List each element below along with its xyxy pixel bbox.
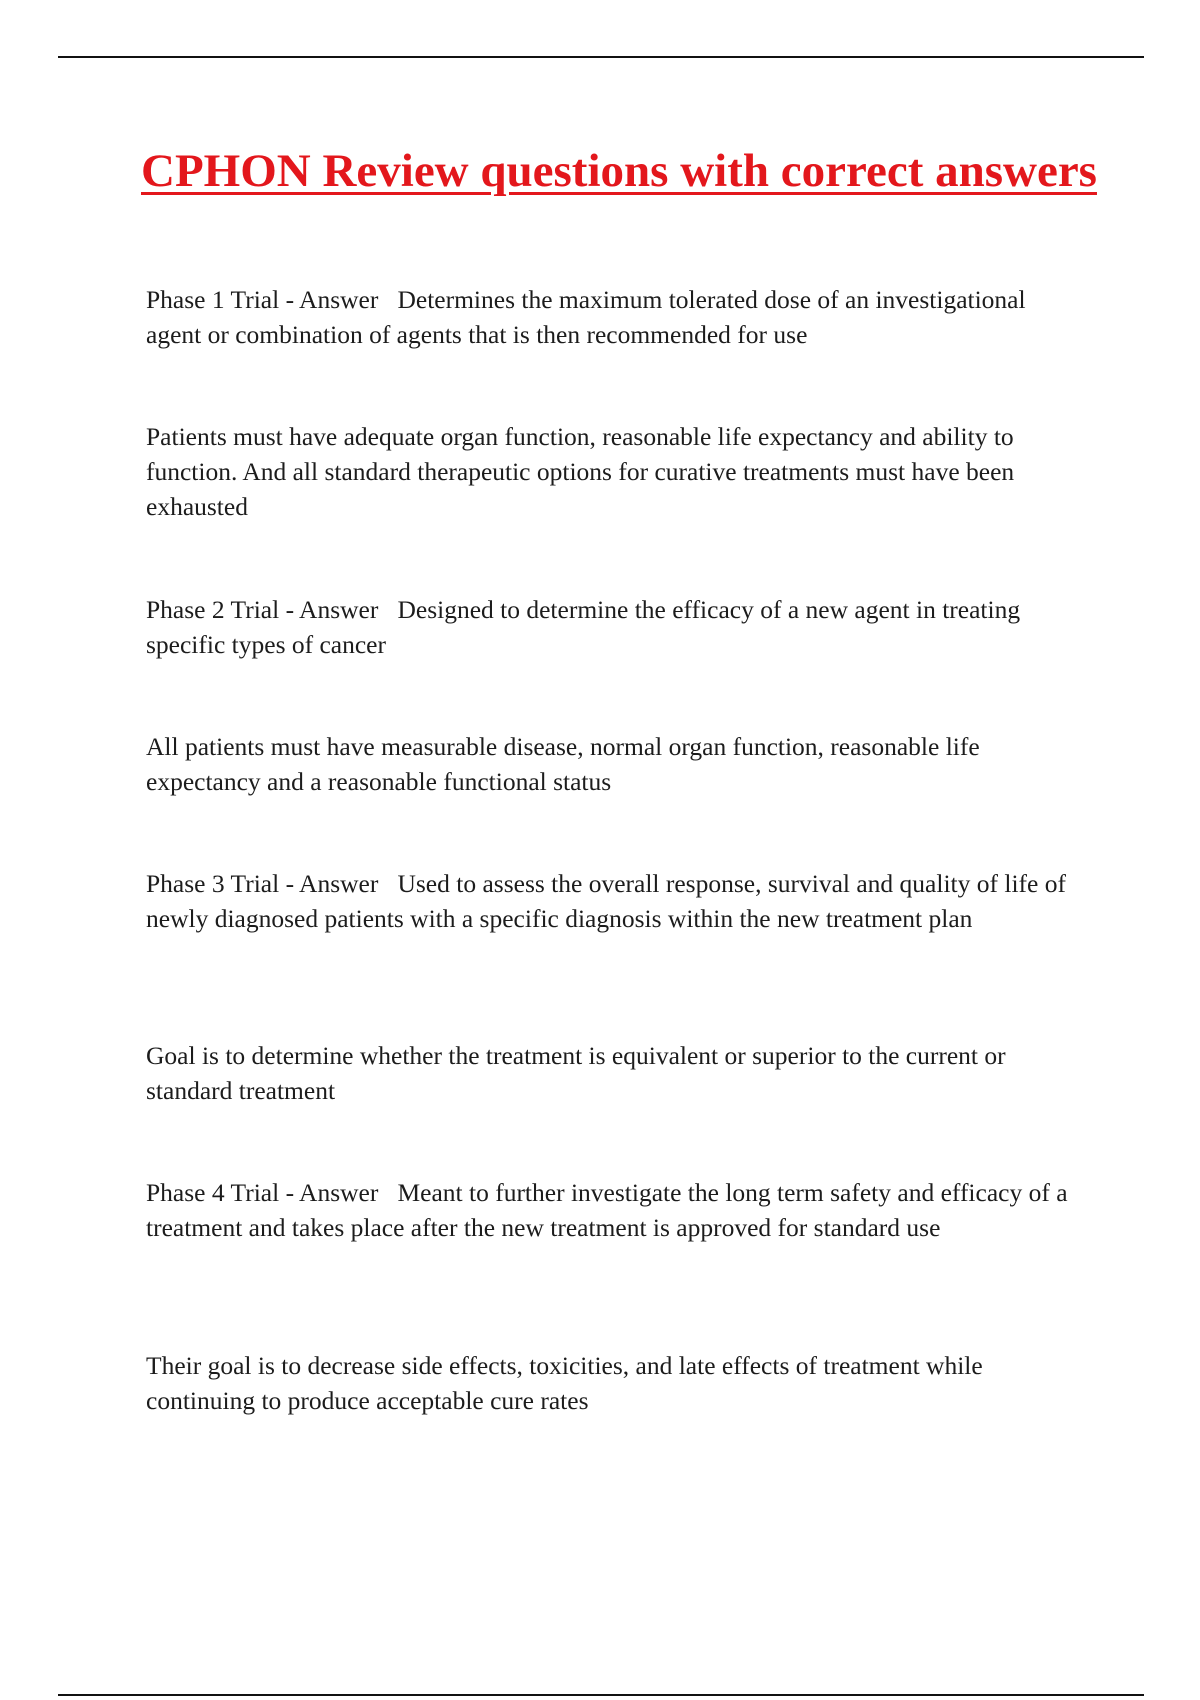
- entry-phase-3-goal: Goal is to determine whether the treatment is equivalent or superior to the current or standard treatment: [146, 1041, 1013, 1105]
- entry-phase-4: [146, 1175, 1086, 1245]
- entry-term: Phase 2 Trial - Answer: [146, 595, 379, 624]
- top-divider: [58, 56, 1144, 58]
- document-title: CPHON Review questions with correct answers: [141, 145, 1097, 197]
- entry-answer: Meant to further investigate the long term safety and efficacy of a treatment and takes place after the new treatment is approved for standard use: [146, 1178, 1074, 1242]
- entry-term: Phase 4 Trial - Answer: [146, 1178, 379, 1207]
- entry-term: Phase 3 Trial - Answer: [146, 869, 379, 898]
- entry-term: Phase 1 Trial - Answer: [146, 285, 379, 314]
- entry-phase-2-criteria: All patients must have measurable disease, normal organ function, reasonable life expectancy and a reasonable functional status: [146, 732, 987, 796]
- entry-answer: Designed to determine the efficacy of a new agent in treating specific types of cancer: [146, 595, 1027, 659]
- entry-phase-1-criteria: Patients must have adequate organ function, reasonable life expectancy and ability to function. And all standard therapeutic options for curative treatments must have been exhausted: [146, 422, 1021, 521]
- entry-answer: Determines the maximum tolerated dose of an investigational agent or combination of agents that is then recommended for use: [146, 285, 1032, 349]
- entry-phase-4-goal: Their goal is to decrease side effects, toxicities, and late effects of treatment while continuing to produce acceptable cure rates: [146, 1351, 990, 1415]
- entry-phase-3: [146, 866, 1086, 936]
- entry-answer: Used to assess the overall response, survival and quality of life of newly diagnosed patients with a specific diagnosis within the new treatment plan: [146, 869, 1073, 933]
- entry-phase-1: [146, 282, 1086, 352]
- entry-phase-2: [146, 592, 1086, 662]
- bottom-divider: [58, 1694, 1144, 1696]
